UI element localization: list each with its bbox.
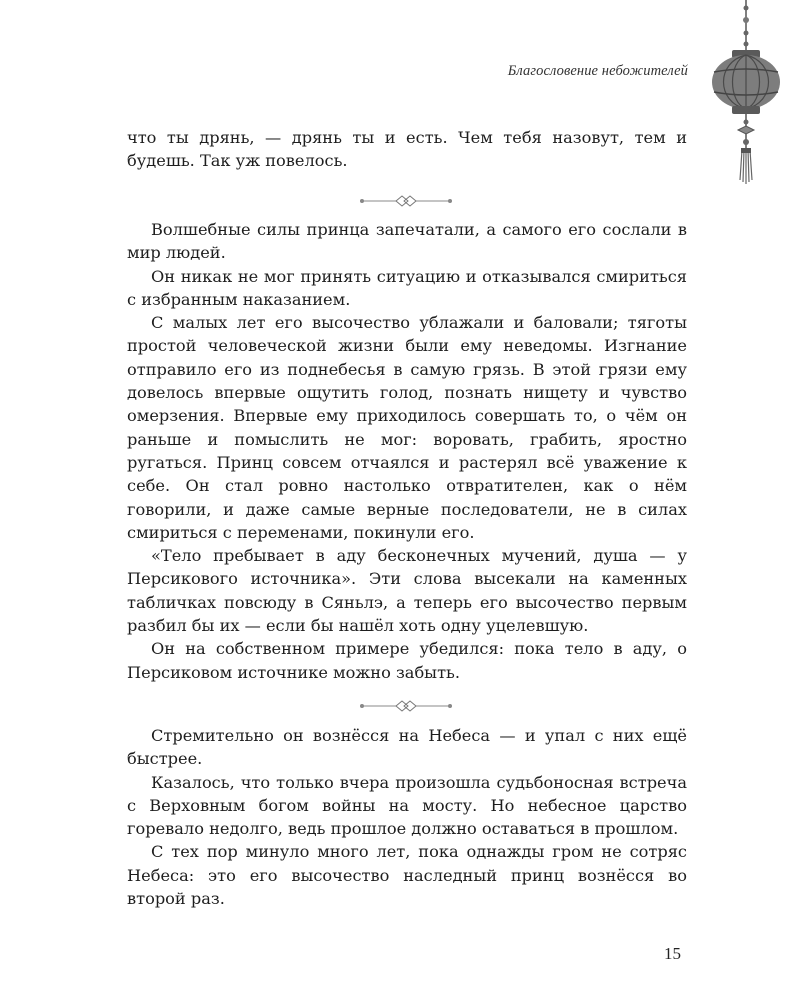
text-section-2 — [127, 218, 687, 684]
diamond-ornament-icon — [360, 195, 452, 207]
paragraph: Он никак не мог принять ситуацию и отказывался смириться с избранным наказанием. — [127, 266, 687, 309]
paragraph: С тех пор минуло много лет, пока однажды гром не сотряс Небеса: это его высочество наследный принц вознёсся во второй раз. — [127, 842, 687, 909]
text-section-1 — [127, 126, 687, 173]
paragraph: Он на собственном примере убедился: пока тело в аду, о Персиковом источнике можно забыть. — [127, 639, 687, 682]
text-section-3 — [127, 724, 687, 910]
diamond-ornament-icon — [360, 700, 452, 712]
paragraph: Волшебные силы принца запечатали, а самого его сослали в мир людей. — [127, 220, 687, 263]
paragraph: С малых лет его высочество ублажали и баловали; тяготы простой человеческой жизни были ему неведомы. Изгнание отправило его из поднебесья в самую грязь. В этой грязи ему довелось впервые ощутить голод, познать нищету и чувство омерзения. Впервые ему приходилось совершать то, о чём он раньше и помыслить не мог: воровать, грабить, яростно ругаться. Принц совсем отчаялся и растерял всё уважение к себе. Он стал ровно настолько отвратителен, как о нём говорили, и даже самые верные последователи, не в силах смириться с переменами, покинули его. — [127, 313, 687, 542]
page-number: 15 — [664, 944, 681, 963]
paragraph: Стремительно он вознёсся на Небеса — и упал с них ещё быстрее. — [127, 726, 687, 769]
hanging-lantern-icon — [706, 0, 784, 190]
paragraph: что ты дрянь, — дрянь ты и есть. Чем тебя назовут, тем и будешь. Так уж повелось. — [127, 128, 687, 171]
paragraph: «Тело пребывает в аду бесконечных мучений, душа — у Персикового источника». Эти слова высекали на каменных табличках повсюду в Сяньлэ, а теперь его высочество первым разбил бы их — если бы нашёл хоть одну уцелевшую. — [127, 546, 687, 636]
running-head-title: Благословение небожителей — [507, 63, 688, 79]
paragraph: Казалось, что только вчера произошла судьбоносная встреча с Верховным богом войны на мосту. Но небесное царство горевало недолго, ведь прошлое должно оставаться в прошлом. — [127, 772, 687, 839]
